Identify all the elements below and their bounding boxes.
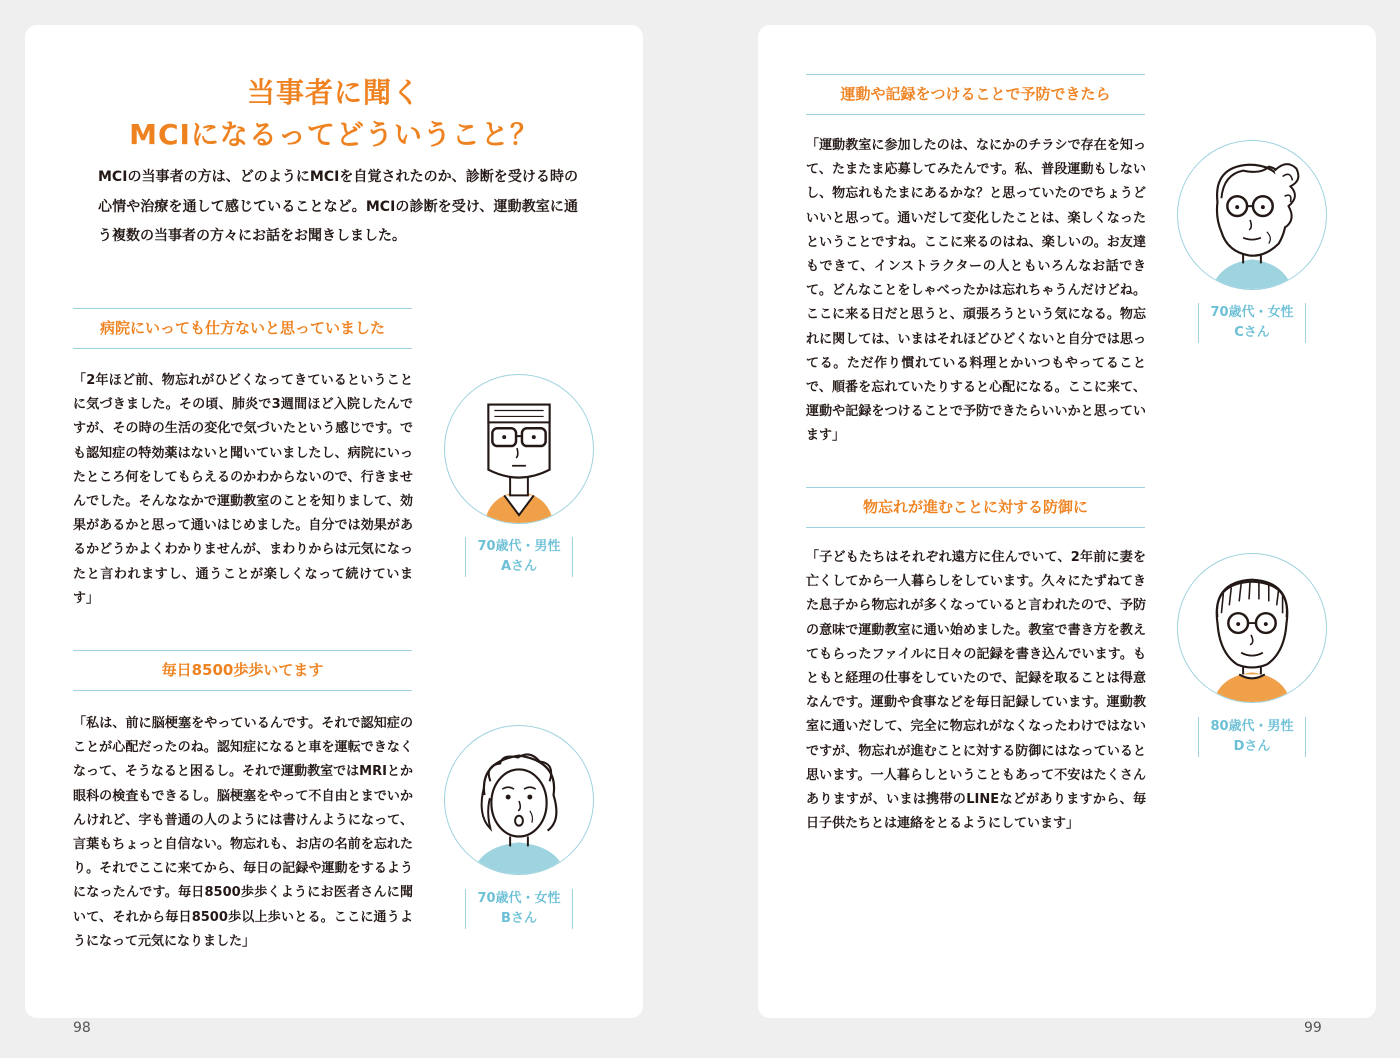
caption-d	[1198, 717, 1306, 757]
avatar-c	[1177, 140, 1327, 290]
avatar-a	[444, 374, 594, 524]
caption-c-name: Cさん	[1234, 325, 1270, 340]
section-b-body: 「私は、前に脳梗塞をやっているんです。それで認知症のことが心配だったのね。認知症になると車を運転できなくなって、そうなると困るし。それで運動教室ではMRIとか眼科の検査もできるし。脳梗塞をやって不自由とまでいかんけれど、字も普通の人のようには書けんようになって、言葉もちょっと自信ない。物忘れも、お店の名前を忘れたり。それでここに来てから、毎日の記録や運動をするようになったんです。毎日8500歩歩くようにお医者さんに聞いて、それから毎日8500歩以上歩いとる。ここに通うようになって元気になりました」	[73, 716, 413, 949]
caption-b-age: 70歳代・女性	[477, 891, 561, 906]
section-d-heading: 物忘れが進むことに対する防御に	[806, 487, 1145, 528]
left-page	[25, 25, 643, 1018]
caption-d-name: Dさん	[1233, 739, 1271, 754]
section-d-body: 「子どもたちはそれぞれ遠方に住んでいて、2年前に妻を亡くしてから一人暮らしをしています。久々にたずねてきた息子から物忘れが多くなっていると言われたので、予防の意味で運動教室に通い始めました。教室で書き方を教えてもらったファイルに日々の記録を書き込んでいます。もともと経理の仕事をしていたので、記録を取ることは得意なんです。運動や食事などを毎日記録しています。運動教室に通いだして、完全に物忘れがなくなったわけではないですが、物忘れが進むことに対する防御にはなっていると思います。一人暮らしということもあって不安はたくさんありますが、いまは携帯のLINEなどがありますから、毎日子供たちとは連絡をとるようにしています」	[806, 550, 1146, 832]
page-number-left: 98	[73, 1020, 91, 1036]
caption-a-age: 70歳代・男性	[477, 539, 561, 554]
woman-glasses-bun-illustration	[1178, 141, 1326, 289]
section-a-body: 「2年ほど前、物忘れがひどくなってきているということに気づきました。その頃、肺炎で3週間ほど入院したんですが、その時の生活の変化で気づいたという感じです。でも認知症の特効薬はないと聞いていましたし、病院にいったところ何をしてもらえるのかわからないので、行きませんでした。そんななかで運動教室のことを知りまして、効果があるかと思って通いはじめました。自分では効果があるかどうかよくわかりませんが、まわりからは元気になったと言われますし、通うことが楽しくなって続けています」	[73, 373, 413, 606]
woman-curly-hair-illustration	[445, 726, 593, 874]
caption-d-age: 80歳代・男性	[1210, 719, 1294, 734]
page-number-right: 99	[1304, 1020, 1322, 1036]
page-title-line2: MCIになるってどういうこと？	[129, 118, 539, 151]
section-c-body: 「運動教室に参加したのは、なにかのチラシで存在を知って、たまたま応募してみたんです。私、普段運動もしないし、物忘れもたまにあるかな？と思っていたのでちょうどいいと思って。通いだして変化したことは、楽しくなったということですね。ここに来るのはね、楽しいの。お友達もできて、インストラクターの人ともいろんなお話できて。どんなことをしゃべったかは忘れちゃうんだけどね。ここに来る日だと思うと、頑張ろうという気になる。物忘れに関しては、いまはそれほどひどくないと自分では思ってる。ただ作り慣れている料理とかいつもやってることで、順番を忘れていたりすると心配になる。ここに来て、運動や記録をつけることで予防できたらいいかと思っています」	[806, 138, 1146, 444]
caption-b	[465, 889, 573, 929]
caption-a	[465, 537, 573, 577]
man-glasses-illustration	[445, 375, 593, 523]
caption-b-name: Bさん	[501, 911, 537, 926]
caption-c	[1198, 303, 1306, 343]
right-page	[758, 25, 1376, 1018]
page-title-line1: 当事者に聞く	[246, 76, 421, 109]
section-b-heading: 毎日8500歩歩いてます	[73, 650, 412, 691]
section-c-heading: 運動や記録をつけることで予防できたら	[806, 74, 1145, 115]
section-a-heading: 病院にいっても仕方ないと思っていました	[73, 308, 412, 349]
caption-a-name: Aさん	[500, 559, 538, 574]
caption-c-age: 70歳代・女性	[1210, 305, 1294, 320]
intro-text: MCIの当事者の方は、どのようにMCIを自覚されたのか、診断を受ける時の心情や治療を通して感じていることなど。MCIの診断を受け、運動教室に通う複数の当事者の方々にお話をお聞きしました。	[98, 169, 578, 244]
avatar-b	[444, 725, 594, 875]
man-glasses-short-hair-illustration	[1178, 554, 1326, 702]
avatar-d	[1177, 553, 1327, 703]
